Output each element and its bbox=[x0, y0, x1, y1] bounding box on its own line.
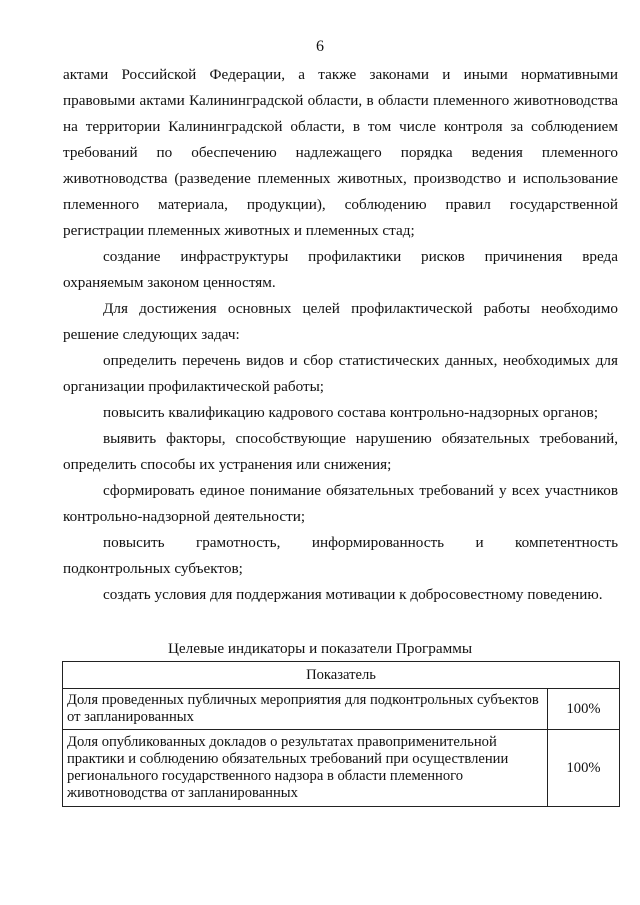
table-row bbox=[63, 689, 620, 730]
page-number: 6 bbox=[316, 38, 324, 55]
table-header-row bbox=[63, 662, 620, 689]
paragraph-task-5: повысить грамотность, информированность и компетентность подконтрольных субъектов; bbox=[63, 534, 618, 577]
paragraph-tasks-intro: Для достижения основных целей профилактической работы необходимо решение следующих задач: bbox=[63, 300, 618, 343]
paragraph-task-6: создать условия для поддержания мотивации к добросовестному поведению. bbox=[103, 586, 603, 603]
paragraph-task-4: сформировать единое понимание обязательных требований у всех участников контрольно-надзорной деятельности; bbox=[63, 482, 618, 525]
paragraph-task-3: выявить факторы, способствующие нарушению обязательных требований, определить способы их устранения или снижения; bbox=[63, 430, 618, 473]
table-row bbox=[63, 730, 620, 807]
paragraph-task-1: определить перечень видов и сбор статистических данных, необходимых для организации профилактической работы; bbox=[63, 352, 618, 395]
table-title: Целевые индикаторы и показатели Программы bbox=[167, 640, 473, 657]
indicators-table bbox=[62, 661, 620, 807]
table-header-cell: Показатель bbox=[63, 662, 620, 689]
indicator-name: Доля проведенных публичных мероприятия для подконтрольных субъектов от запланированных bbox=[63, 689, 548, 730]
indicator-value: 100% bbox=[548, 730, 620, 807]
indicator-value: 100% bbox=[548, 689, 620, 730]
paragraph-continuation: актами Российской Федерации, а также законами и иными нормативными правовыми актами Калининградской области, в области племенного животноводства на территории Калининградской области, в том числе контроля за соблюдением требований по обеспечению надлежащего порядка ведения племенного животноводства (разведение племенных животных, производство и использование племенного материала, продукции), соблюдению правил государственной регистрации племенных животных и племенных стад; bbox=[63, 66, 618, 239]
paragraph-infrastructure: создание инфраструктуры профилактики рисков причинения вреда охраняемым законом ценностям. bbox=[63, 248, 618, 291]
body-text bbox=[63, 62, 618, 608]
paragraph-task-2: повысить квалификацию кадрового состава контрольно-надзорных органов; bbox=[103, 404, 599, 421]
indicator-name: Доля опубликованных докладов о результатах правоприменительной практики и соблюдению обязательных требований при осуществлении регионального государственного надзора в области племенного животноводства от запланированных bbox=[63, 730, 548, 807]
